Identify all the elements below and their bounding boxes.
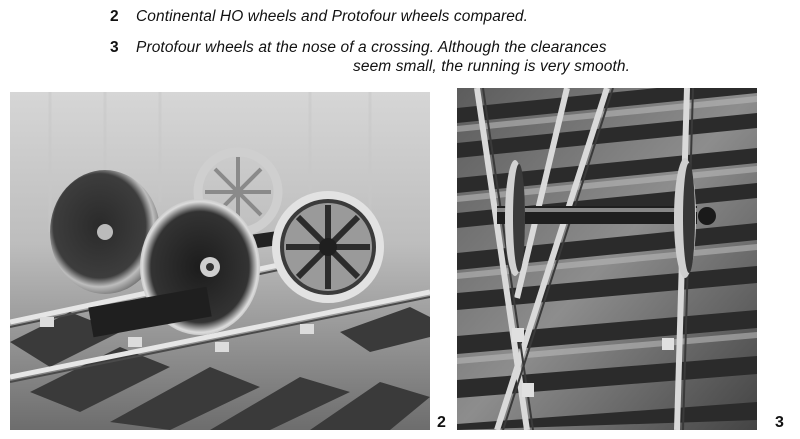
wheelsets-on-track-photo-icon bbox=[10, 92, 430, 430]
caption-text: Protofour wheels at the nose of a crossing. Although the clearances bbox=[136, 39, 607, 56]
caption-number: 2 bbox=[110, 8, 119, 25]
caption-text-continued: seem small, the running is very smooth. bbox=[353, 58, 630, 75]
caption-number: 3 bbox=[110, 39, 119, 56]
photo-figure-2 bbox=[10, 92, 430, 430]
caption-text: Continental HO wheels and Protofour wheels compared. bbox=[136, 8, 529, 25]
wheelset-at-crossing-photo-icon bbox=[457, 88, 757, 430]
caption-figure-2 bbox=[110, 7, 528, 27]
caption-figure-3 bbox=[110, 38, 607, 58]
figure-number-3: 3 bbox=[775, 414, 784, 431]
photo-figure-3 bbox=[457, 88, 757, 430]
figure-number-2: 2 bbox=[437, 414, 446, 431]
caption-figure-3-continued bbox=[353, 57, 630, 77]
